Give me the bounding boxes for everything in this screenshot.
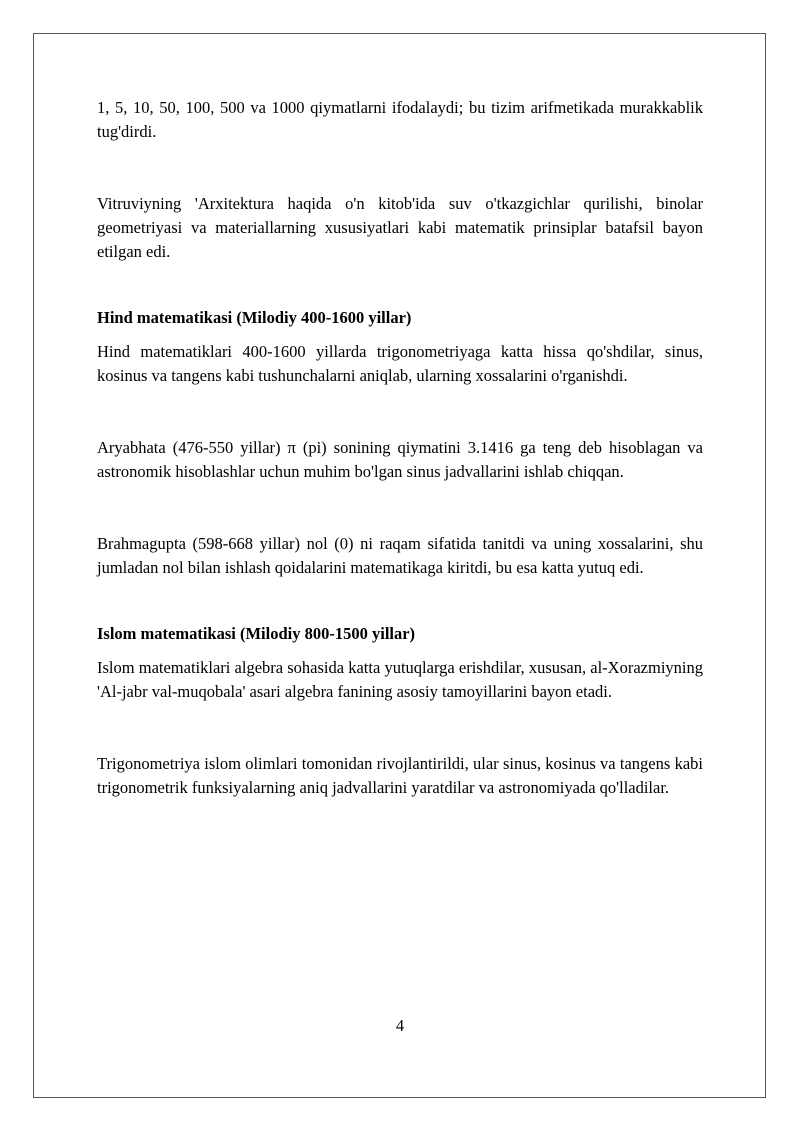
paragraph-brahmagupta: Brahmagupta (598-668 yillar) nol (0) ni raqam sifatida tanitdi va uning xossalarini, shu jumladan nol bilan ishlash qoidalarini matematikaga kiritdi, bu esa katta yutuq edi. — [97, 534, 703, 577]
paragraph-vitruvius: Vitruviyning 'Arxitektura haqida o'n kitob'ida suv o'tkazgichlar qurilishi, binolar geometriyasi va materiallarning xususiyatlari kabi matematik prinsiplar batafsil bayon etilgan edi. — [97, 194, 703, 261]
paragraph-roman-numerals: 1, 5, 10, 50, 100, 500 va 1000 qiymatlarni ifodalaydi; bu tizim arifmetikada murakkablik tug'dirdi. — [97, 98, 703, 141]
heading-islamic-mathematics: Islom matematikasi (Milodiy 800-1500 yillar) — [97, 624, 416, 643]
paragraph-islamic-trigonometry: Trigonometriya islom olimlari tomonidan rivojlantirildi, ular sinus, kosinus va tangens kabi trigonometrik funksiyalarning aniq jadvallarini yaratdilar va astronomiyada qo'lladilar. — [97, 754, 703, 797]
page-number: 4 — [395, 1016, 405, 1035]
heading-indian-mathematics: Hind matematikasi (Milodiy 400-1600 yillar) — [97, 308, 412, 327]
paragraph-islamic-algebra: Islom matematiklari algebra sohasida katta yutuqlarga erishdilar, xususan, al-Xorazmiyning 'Al-jabr val-muqobala' asari algebra fanining asosiy tamoyillarini bayon etadi. — [97, 658, 703, 701]
paragraph-indian-trigonometry: Hind matematiklari 400-1600 yillarda trigonometriyaga katta hissa qo'shdilar, sinus, kosinus va tangens kabi tushunchalarni aniqlab, ularning xossalarini o'rganishdi. — [97, 342, 703, 385]
page-content — [97, 96, 703, 800]
paragraph-aryabhata: Aryabhata (476-550 yillar) π (pi) sonining qiymatini 3.1416 ga teng deb hisoblagan va astronomik hisoblashlar uchun muhim bo'lgan sinus jadvallarini ishlab chiqqan. — [97, 438, 703, 481]
